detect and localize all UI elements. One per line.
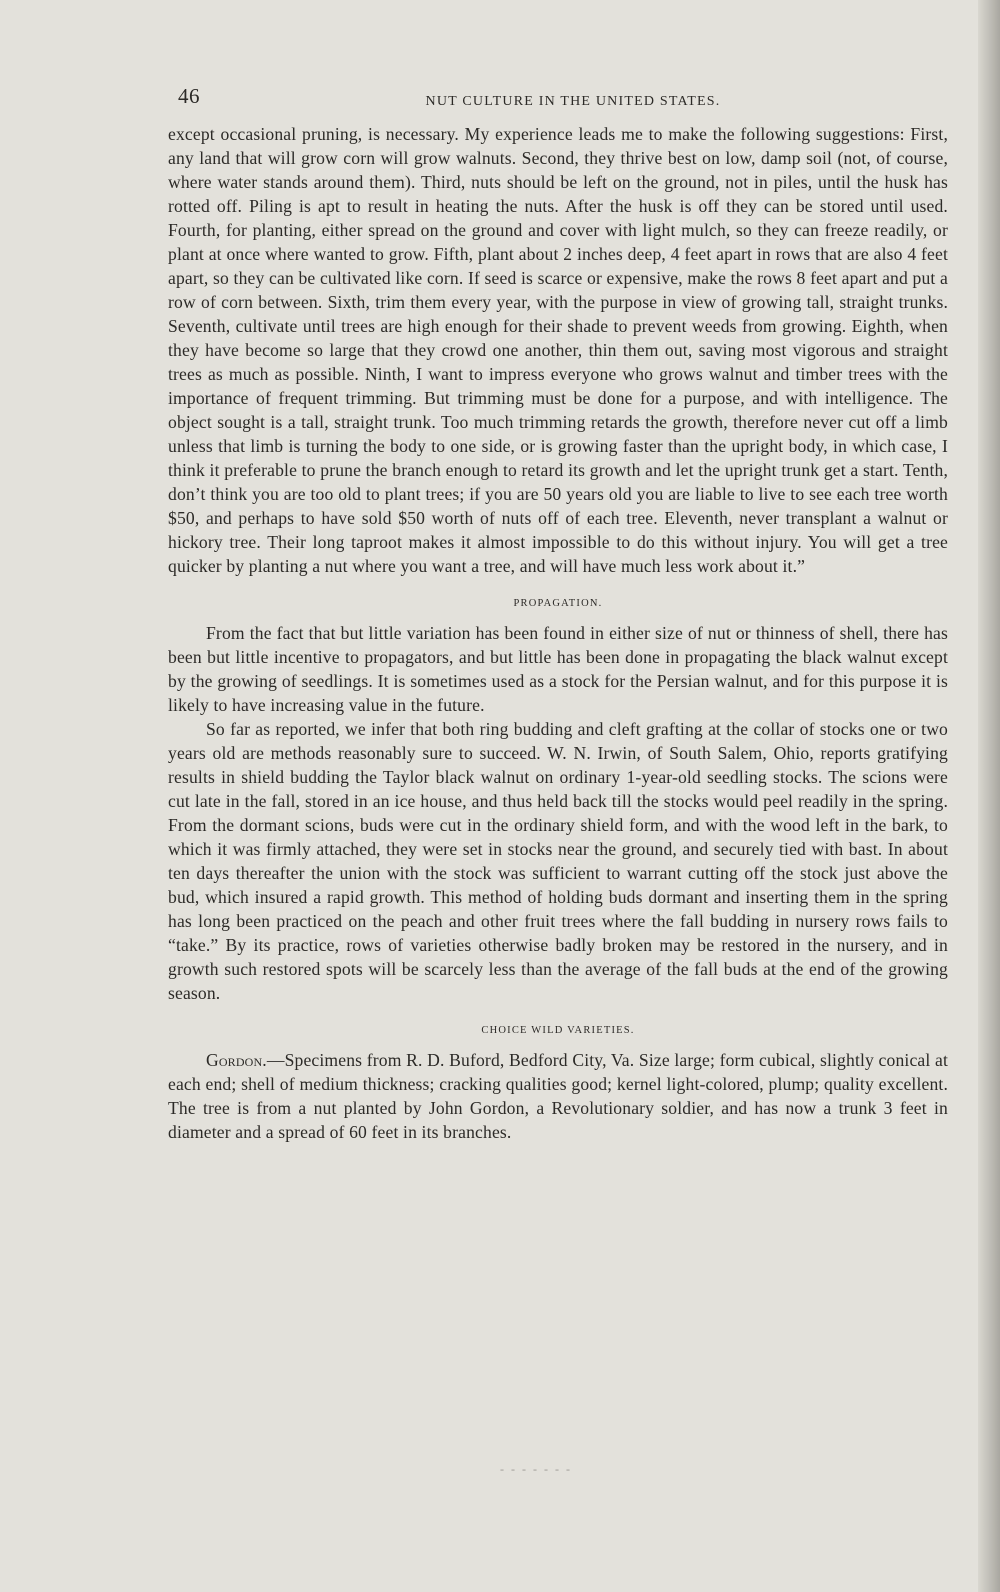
scan-page-edge — [978, 0, 1000, 1592]
running-head: NUT CULTURE IN THE UNITED STATES. — [425, 94, 721, 109]
variety-entry-gordon — [168, 1048, 948, 1144]
page-body — [168, 122, 948, 1144]
propagation-paragraph-2: So far as reported, we infer that both ring budding and cleft grafting at the collar of stocks one or two years old are methods reasonably sure to succeed. W. N. Irwin, of South Salem, Ohio, reports gratifying results in shield budding the Taylor black walnut on ordinary 1-year-old seedling stocks. The scions were cut late in the fall, stored in an ice house, and thus held back till the stocks would peel readily in the spring. From the dormant scions, buds were cut in the ordinary shield form, and with the wood left in the bark, to which it was firmly attached, they were set in stocks near the ground, and securely tied with bast. In about ten days thereafter the union with the stock was sufficient to warrant cutting off the stock just above the bud, which insured a rapid growth. This method of holding buds dormant and inserting them in the spring has long been practiced on the peach and other fruit trees where the fall budding in nursery rows fails to “take.” By its practice, rows of varieties otherwise badly broken may be restored in the nursery, and in growth such restored spots will be scarcely less than the average of the fall buds at the end of the growing season. — [168, 719, 948, 1003]
variety-description: —Specimens from R. D. Buford, Bedford City, Va. Size large; form cubical, slightly conical at each end; shell of medium thickness; cracking qualities good; kernel light-colored, plump; quality excellent. The tree is from a nut planted by John Gordon, a Revolutionary soldier, and has now a trunk 3 feet in diameter and a spread of 60 feet in its branches. — [168, 1050, 948, 1142]
continued-paragraph: except occasional pruning, is necessary. My experience leads me to make the following suggestions: First, any land that will grow corn will grow walnuts. Second, they thrive best on low, damp soil (not, of course, where water stands around them). Third, nuts should be left on the ground, not in piles, until the husk has rotted off. Piling is apt to result in heating the nuts. After the husk is off they can be stored until used. Fourth, for planting, either spread on the ground and cover with light mulch, so they can freeze readily, or plant at once where wanted to grow. Fifth, plant about 2 inches deep, 4 feet apart in rows that are also 4 feet apart, so they can be cultivated like corn. If seed is scarce or expensive, make the rows 8 feet apart and put a row of corn between. Sixth, trim them every year, with the purpose in view of growing tall, straight trunks. Seventh, cultivate until trees are high enough for their shade to prevent weeds from growing. Eighth, when they have become so large that they crowd one another, thin them out, saving most vigorous and straight trees as much as possible. Ninth, I want to impress everyone who grows walnut and timber trees with the importance of frequent trimming. But trimming must be done for a purpose, and with intelligence. The object sought is a tall, straight trunk. Too much trimming retards the growth, therefore never cut off a limb unless that limb is turning the body to one side, or is growing faster than the upright body, in which case, I think it preferable to prune the branch enough to retard its growth and let the upright trunk get a start. Tenth, don’t think you are too old to plant trees; if you are 50 years old you are liable to live to see each tree worth $50, and perhaps to have sold $50 worth of nuts off of each tree. Eleventh, never transplant a walnut or hickory tree. Their long taproot makes it almost impossible to do this without injury. You will get a tree quicker by planting a nut where you want a tree, and will have much less work about it.” — [168, 124, 948, 576]
page-header — [168, 78, 948, 122]
faint-footer-mark: - - - - - - - — [500, 1462, 572, 1476]
section-heading-propagation: PROPAGATION. — [513, 598, 603, 609]
variety-name: Gordon. — [206, 1050, 267, 1070]
section-heading-choice-wild-varieties: CHOICE WILD VARIETIES. — [481, 1025, 635, 1036]
page-number: 46 — [178, 84, 200, 108]
propagation-paragraph-1: From the fact that but little variation has been found in either size of nut or thinness of shell, there has been but little incentive to propagators, and but little has been done in propagating the black walnut except by the growing of seedlings. It is sometimes used as a stock for the Persian walnut, and for this purpose it is likely to have increasing value in the future. — [168, 623, 948, 715]
book-page — [168, 78, 948, 1144]
